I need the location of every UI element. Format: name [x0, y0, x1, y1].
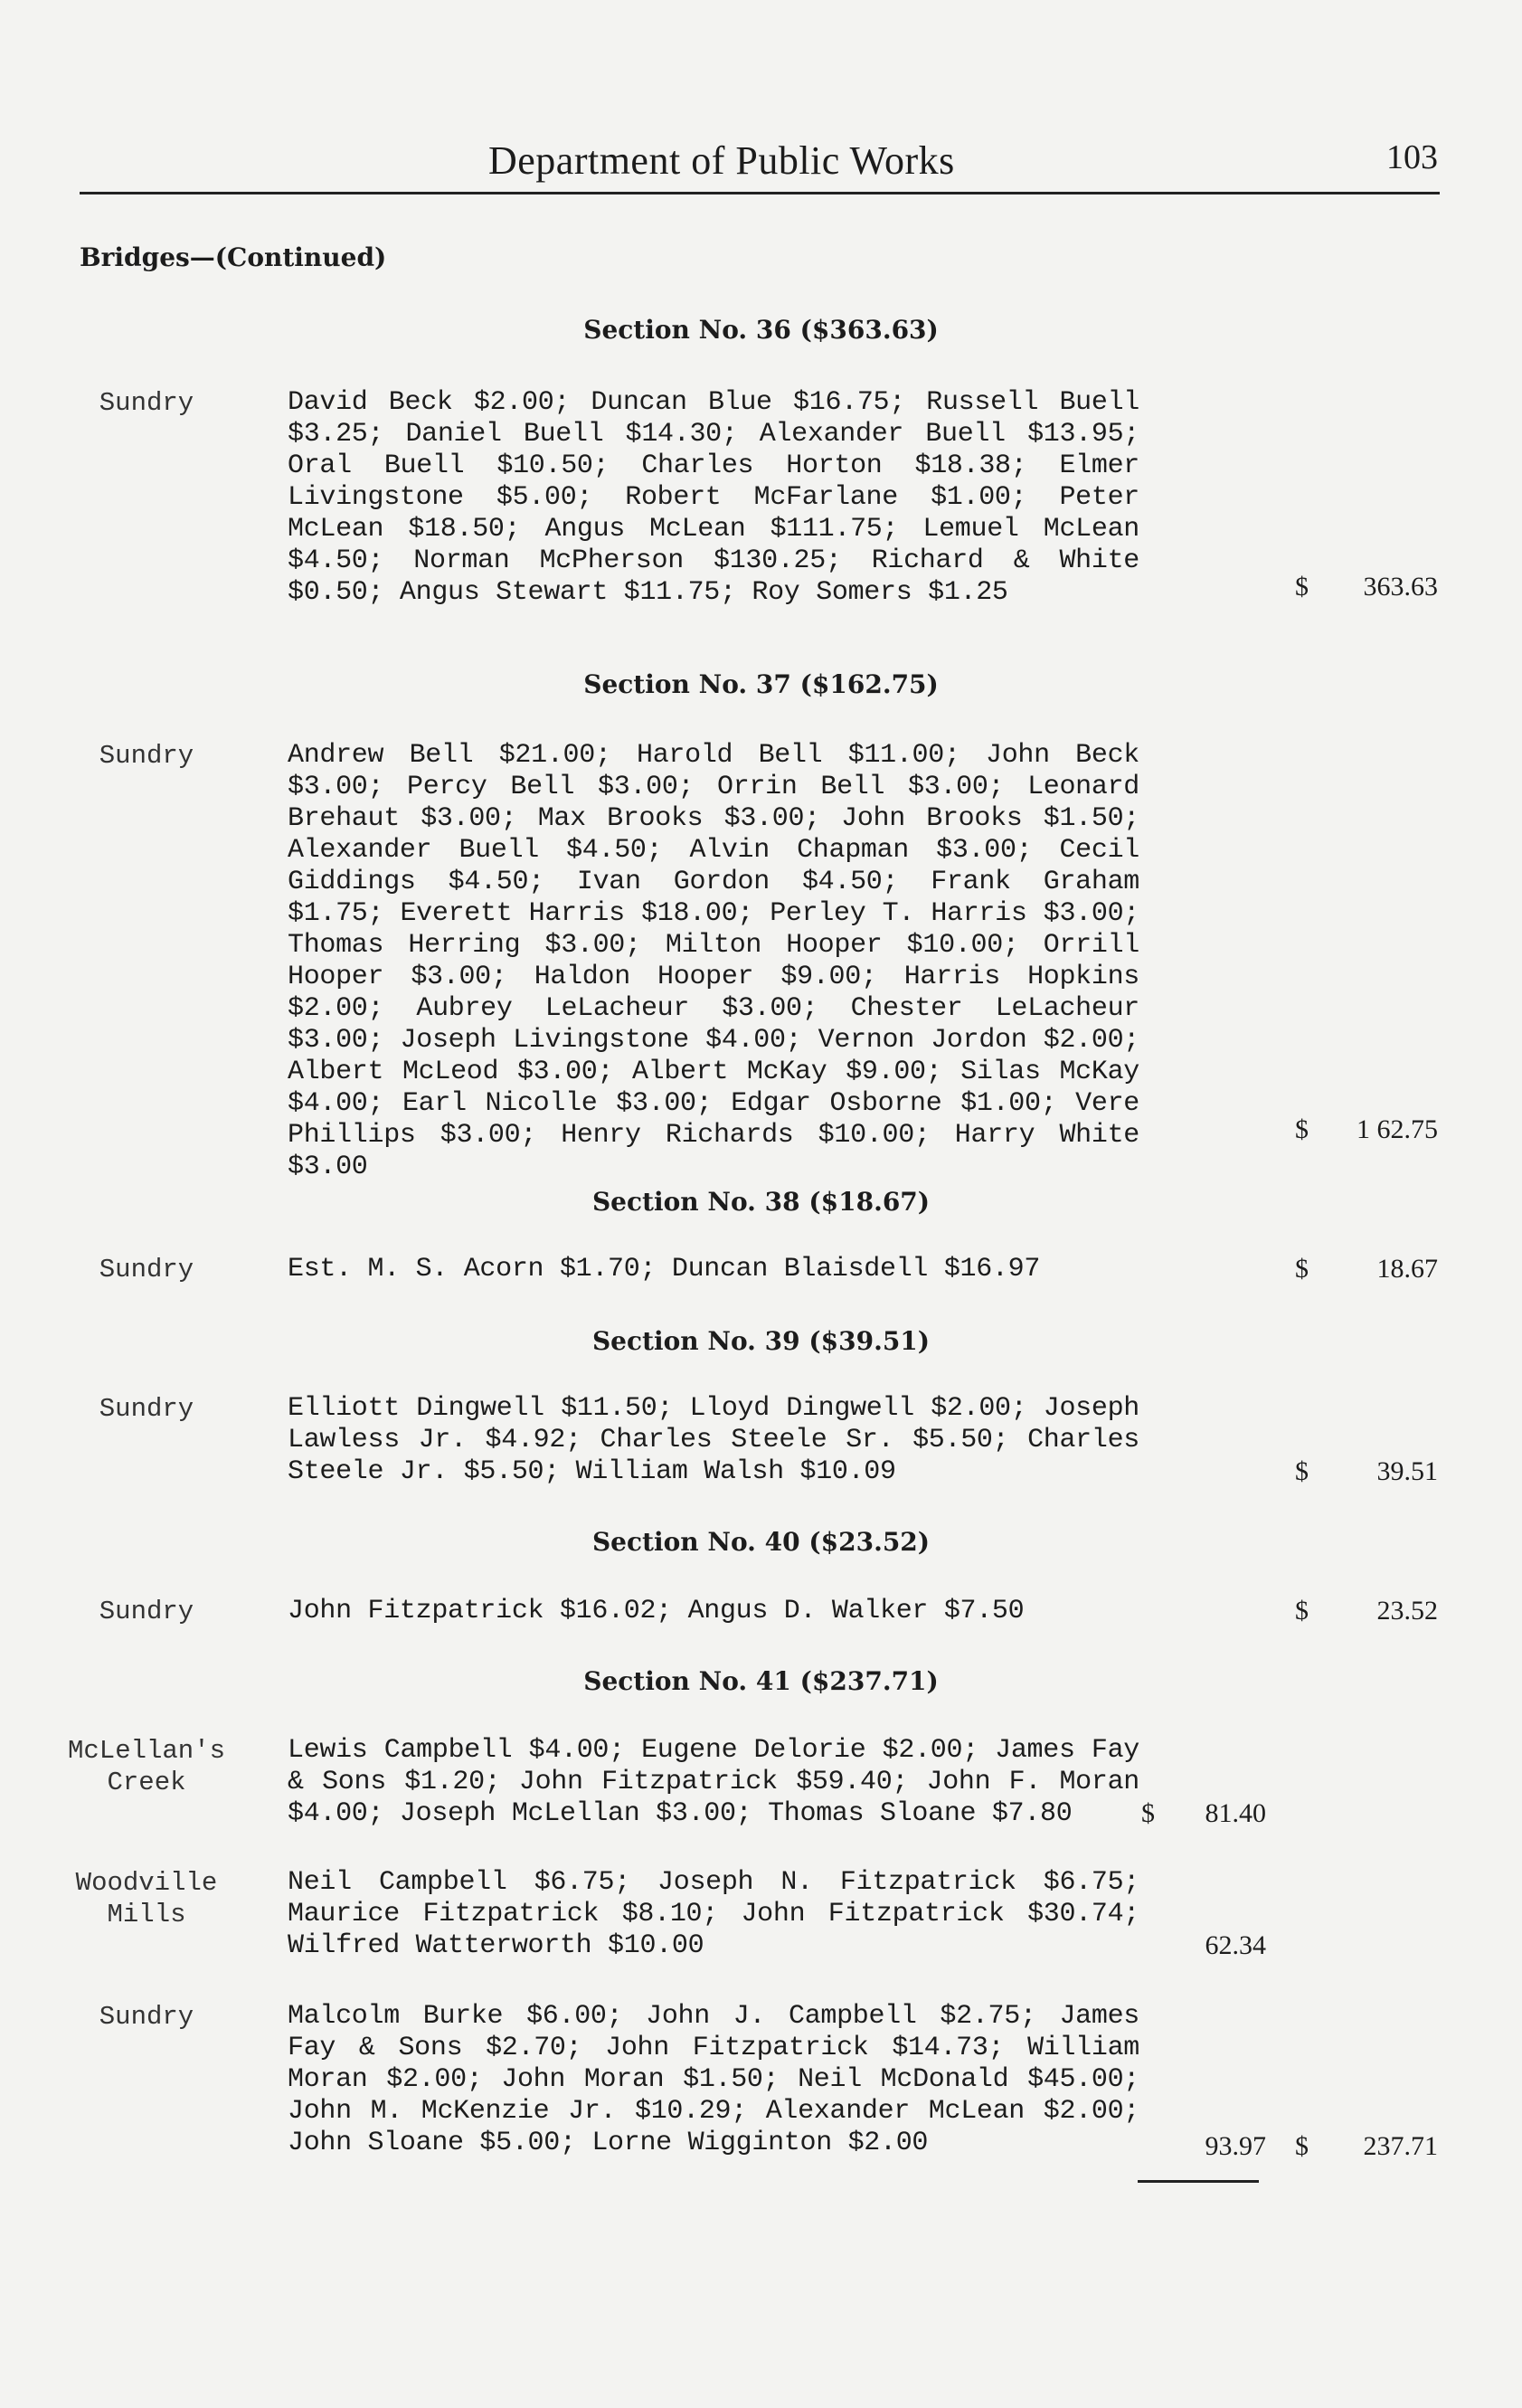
section-total: 363.63: [1363, 572, 1438, 602]
entry-text: Lewis Campbell $4.00; Eugene Delorie $2.00; James Fay & Sons $1.20; John Fitzpatrick $59.40; John F. Moran $4.00; Joseph McLellan $3.00; Thomas Sloane $7.80: [288, 1735, 1139, 1829]
page-number: 103: [1386, 138, 1438, 176]
section-title: Section No. 41 ($237.71): [583, 1666, 939, 1696]
entry-amount: 81.40: [1205, 1798, 1266, 1828]
entry-amount: 93.97: [1205, 2131, 1266, 2161]
entry-location: Sundry: [99, 741, 194, 771]
section-title: Section No. 39 ($39.51): [591, 1326, 931, 1356]
entry-location: Sundry: [99, 1597, 194, 1626]
entry-amount: 62.34: [1205, 1930, 1266, 1960]
section-total: 23.52: [1376, 1596, 1438, 1626]
page-title: Department of Public Works: [488, 138, 955, 183]
section-title: Section No. 38 ($18.67): [591, 1187, 931, 1217]
entry-text: Neil Campbell $6.75; Joseph N. Fitzpatrick $6.75; Maurice Fitzpatrick $8.10; John Fitzpatrick $30.74; Wilfred Watterworth $10.00: [288, 1867, 1139, 1961]
entry-text: Est. M. S. Acorn $1.70; Duncan Blaisdell $16.97: [288, 1254, 1041, 1285]
entry-location: Sundry: [99, 388, 194, 418]
section-total: 1 62.75: [1357, 1114, 1438, 1144]
entry-location: Sundry: [99, 1255, 194, 1285]
total-dollar-sign: $: [1295, 1596, 1309, 1626]
entry-text: Andrew Bell $21.00; Harold Bell $11.00; John Beck $3.00; Percy Bell $3.00; Orrin Bell $3.00; Leonard Brehaut $3.00; Max Brooks $3.00; John Brooks $1.50; Alexander Buell $4.50; Alvin Chapman $3.00; Cecil Giddings $4.50; Ivan Gordon $4.50; Frank Graham $1.75; Everett Harris $18.00; Perley T. Harris $3.00; Thomas Herring $3.00; Milton Hooper $10.00; Orrill Hooper $3.00; Haldon Hooper $9.00; Harris Hopkins $2.00; Aubrey LeLacheur $3.00; Chester LeLacheur $3.00; Joseph Livingstone $4.00; Vernon Jordon $2.00; Albert McLeod $3.00; Albert McKay $9.00; Silas McKay $4.00; Earl Nicolle $3.00; Edgar Osborne $1.00; Vere Phillips $3.00; Henry Richards $10.00; Harry White $3.00: [288, 740, 1139, 1182]
total-dollar-sign: $: [1295, 1254, 1309, 1284]
page-header: [80, 134, 1440, 194]
entry-location: Sundry: [99, 1394, 194, 1424]
entry-location: Woodville Mills: [75, 1868, 218, 1929]
amount-dollar-sign: $: [1141, 1798, 1155, 1828]
total-dollar-sign: $: [1295, 1456, 1309, 1486]
section-total: 237.71: [1363, 2131, 1438, 2161]
entry-location: McLellan's Creek: [67, 1736, 226, 1797]
subtotal-rule: [1138, 2180, 1259, 2183]
total-dollar-sign: $: [1295, 572, 1309, 602]
entry-text: Elliott Dingwell $11.50; Lloyd Dingwell $2.00; Joseph Lawless Jr. $4.92; Charles Steele Sr. $5.50; Charles Steele Jr. $5.50; William Walsh $10.09: [288, 1393, 1139, 1487]
total-dollar-sign: $: [1295, 2131, 1309, 2161]
section-title: Section No. 36 ($363.63): [583, 315, 939, 345]
entry-text: David Beck $2.00; Duncan Blue $16.75; Russell Buell $3.25; Daniel Buell $14.30; Alexander Buell $13.95; Oral Buell $10.50; Charles Horton $18.38; Elmer Livingstone $5.00; Robert McFarlane $1.00; Peter McLean $18.50; Angus McLean $111.75; Lemuel McLean $4.50; Norman McPherson $130.25; Richard & White $0.50; Angus Stewart $11.75; Roy Somers $1.25: [288, 387, 1139, 608]
section-total: 18.67: [1376, 1254, 1438, 1284]
section-title: Section No. 40 ($23.52): [591, 1527, 931, 1557]
entry-text: John Fitzpatrick $16.02; Angus D. Walker $7.50: [288, 1596, 1025, 1626]
section-title: Section No. 37 ($162.75): [583, 669, 939, 699]
section-total: 39.51: [1376, 1456, 1438, 1486]
subheading: Bridges—(Continued): [80, 242, 387, 272]
total-dollar-sign: $: [1295, 1114, 1309, 1144]
entry-text: Malcolm Burke $6.00; John J. Campbell $2.75; James Fay & Sons $2.70; John Fitzpatrick $14.73; William Moran $2.00; John Moran $1.50; Neil McDonald $45.00; John M. McKenzie Jr. $10.29; Alexander McLean $2.00; John Sloane $5.00; Lorne Wigginton $2.00: [288, 2001, 1139, 2158]
entry-location: Sundry: [99, 2002, 194, 2032]
